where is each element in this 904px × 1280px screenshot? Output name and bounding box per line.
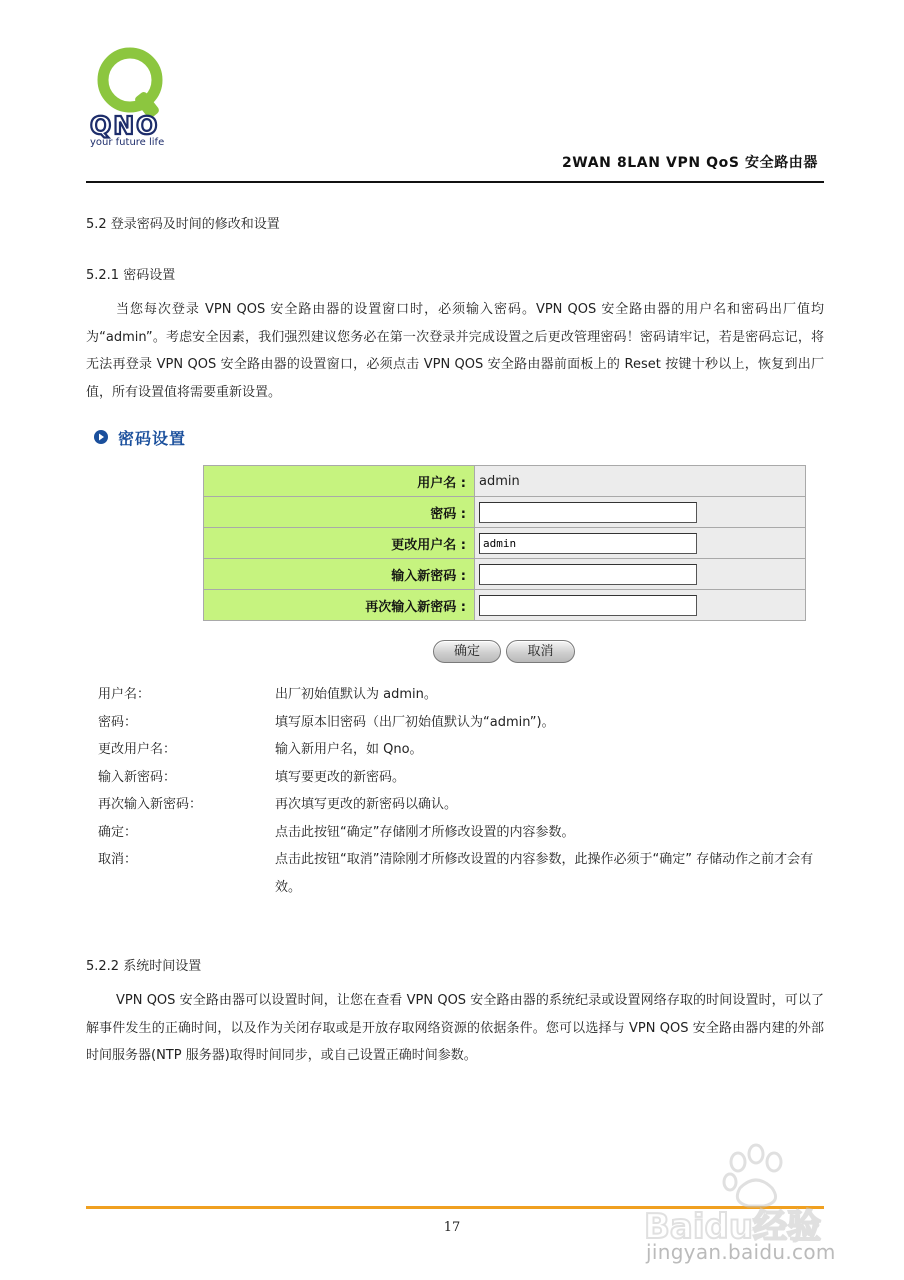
header-divider <box>86 181 824 183</box>
cancel-button[interactable]: 取消 <box>506 640 575 663</box>
definition-item <box>98 819 818 847</box>
new-username-field[interactable] <box>479 533 697 554</box>
password-panel-title <box>94 426 186 448</box>
password-settings-form <box>203 465 806 621</box>
section-heading-5-2-2: 5.2.2 系统时间设置 <box>86 959 202 974</box>
time-settings-paragraph: VPN QOS 安全路由器可以设置时间，让您在查看 VPN QOS 安全路由器的系统纪录或设置网络存取的时间设置时，可以了解事件发生的正确时间，以及作为关闭存取或是开放存取网络资源的依据条件。您可以选择与 VPN QOS 安全路由器内建的外部时间服务器(NTP 服务器)取得时间同步，或自己设置正确时间参数。 <box>86 993 824 1063</box>
section-heading-5-2-1: 5.2.1 密码设置 <box>86 268 176 283</box>
confirm-password-label: 再次输入新密码 : <box>204 590 475 621</box>
definition-item <box>98 764 818 792</box>
definition-desc: 点击此按钮“取消”清除刚才所修改设置的内容参数，此操作必须于“确定” 存储动作之前才会有效。 <box>275 852 814 895</box>
definition-item <box>98 709 818 737</box>
username-label: 用户名 : <box>204 466 475 497</box>
definition-desc: 点击此按钮“确定”存储刚才所修改设置的内容参数。 <box>275 824 575 840</box>
new-password-label: 输入新密码 : <box>204 559 475 590</box>
definition-term: 密码： <box>98 714 138 730</box>
page-number: 17 <box>443 1220 461 1235</box>
new-password-field[interactable] <box>479 564 697 585</box>
definition-item <box>98 681 818 709</box>
field-definitions-list <box>98 681 818 901</box>
definition-desc: 输入新用户名，如 Qno。 <box>275 742 423 757</box>
definition-term: 确定： <box>98 824 138 840</box>
form-row-confirm-password <box>204 590 806 621</box>
ok-button[interactable]: 确定 <box>433 640 501 663</box>
form-row-new-username <box>204 528 806 559</box>
password-intro-paragraph: 当您每次登录 VPN QOS 安全路由器的设置窗口时，必须输入密码。VPN QOS 安全路由器的用户名和密码出厂值均为“admin”。考虑安全因素，我们强烈建议您务必在第一次登录并完成设置之后更改管理密码！密码请牢记，若是密码忘记，将无法再登录 VPN QOS 安全路由器的设置窗口，必须点击 VPN QOS 安全路由器前面板上的 Reset 按键十秒以上，恢复到出厂值，所有设置值将需要重新设置。 <box>86 302 824 400</box>
svg-text:QNO: QNO <box>90 111 160 140</box>
definition-item <box>98 736 818 764</box>
document-header-title: 2WAN 8LAN VPN QoS 安全路由器 <box>561 155 818 171</box>
watermark-url: jingyan.baidu.com <box>646 1240 836 1264</box>
definition-item <box>98 791 818 819</box>
definition-term: 取消： <box>98 852 138 867</box>
definition-term: 输入新密码： <box>98 769 177 785</box>
arrow-bullet-icon <box>94 430 108 444</box>
form-row-password <box>204 497 806 528</box>
panel-title-text: 密码设置 <box>118 428 187 448</box>
definition-desc: 填写原本旧密码（出厂初始值默认为“admin”)。 <box>275 714 555 730</box>
definition-term: 用户名： <box>98 687 151 702</box>
definition-term: 更改用户名： <box>98 742 177 757</box>
definition-item <box>98 846 818 901</box>
form-row-username <box>204 466 806 497</box>
qno-logo <box>88 42 188 152</box>
definition-desc: 出厂初始值默认为 admin。 <box>275 687 437 702</box>
new-username-label: 更改用户名 : <box>204 528 475 559</box>
logo-tagline: your future life <box>90 137 165 148</box>
password-label: 密码 : <box>204 497 475 528</box>
svg-text:Baidu经验: Baidu经验 <box>644 1207 822 1247</box>
definition-desc: 填写要更改的新密码。 <box>275 769 406 785</box>
username-value: admin <box>475 466 806 497</box>
definition-desc: 再次填写更改的新密码以确认。 <box>275 797 458 812</box>
section-heading-5-2: 5.2 登录密码及时间的修改和设置 <box>86 217 280 232</box>
old-password-field[interactable] <box>479 502 697 523</box>
form-row-new-password <box>204 559 806 590</box>
definition-term: 再次输入新密码： <box>98 797 203 812</box>
confirm-password-field[interactable] <box>479 595 697 616</box>
